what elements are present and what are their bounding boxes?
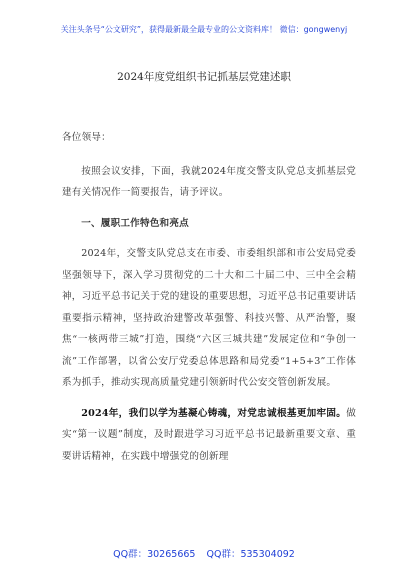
header-banner: 关注头条号“公文研究”，获得最新最全最专业的公文资料库！ 微信：gongwenyj: [60, 25, 348, 34]
document-title: 2024年度党组织书记抓基层党建述职: [117, 71, 291, 83]
intro-paragraph: 按照会议安排，下面，我就2024年度交警支队党总支抓基层党建有关情况作一简要报告，请予评议。: [62, 165, 356, 198]
paragraph-2: [62, 403, 356, 468]
paragraph-2-body: 做实“第一议题”制度，及时跟进学习习近平总书记最新重要文章、重要讲话精神，在实践中增强党的创新理: [62, 407, 356, 462]
qq-group-1: QQ群：30265665: [113, 549, 196, 560]
qq-group-2: QQ群：535304092: [206, 549, 295, 560]
document-body: [62, 127, 356, 467]
paragraph-1: 2024年，交警支队党总支在市委、市委组织部和市公安局党委坚强领导下，深入学习贯彻党的二十大和二十届二中、三中全会精神，习近平总书记关于党的建设的重要思想，习近平总书记重要讲话重要指示精神，坚持政治建警改革强警、科技兴警、从严治警，聚焦“一核两带三城”打造，围绕“六区三城共建”发展定位和“争创一流”工作部署，以省公安厅党委总体思路和局党委“1+5+3”工作体系为抓手，推动实现高质量党建引领新时代公安交管创新发展。: [62, 248, 356, 388]
section-heading-1: 一、履职工作特色和亮点: [81, 217, 189, 229]
salutation: 各位领导：: [62, 132, 111, 143]
paragraph-2-lead: 2024年，我们以学为基凝心铸魂，对党忠诚根基更加牢固。: [81, 407, 347, 419]
footer-qq-groups: [0, 546, 408, 560]
